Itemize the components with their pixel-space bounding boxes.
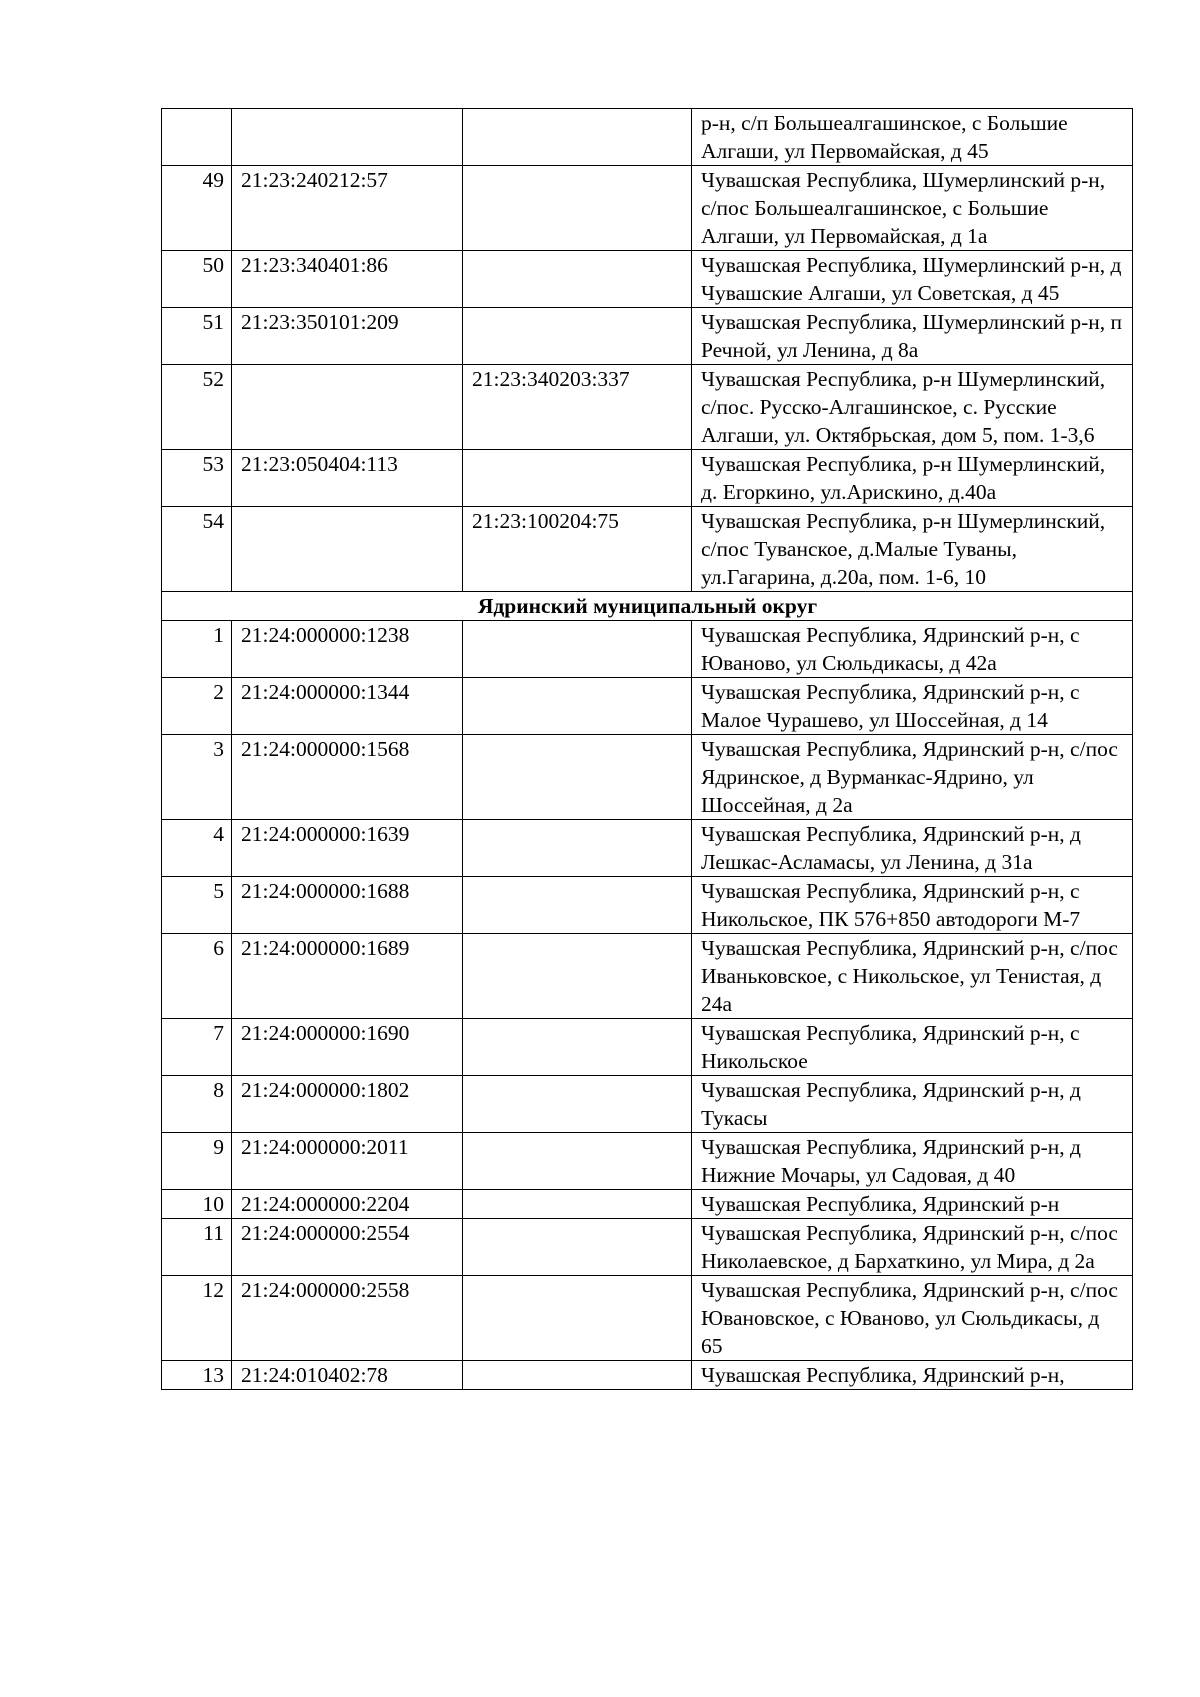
cadastral-number: 21:24:000000:2558 xyxy=(232,1276,463,1361)
table-body-section xyxy=(162,621,1133,1390)
row-number: 11 xyxy=(162,1219,232,1276)
cadastral-number-alt xyxy=(463,1019,692,1076)
cadastral-number: 21:23:350101:209 xyxy=(232,308,463,365)
cadastral-number: 21:24:000000:1238 xyxy=(232,621,463,678)
cadastral-number-alt xyxy=(463,1219,692,1276)
row-number: 10 xyxy=(162,1190,232,1219)
table-row xyxy=(162,1361,1133,1390)
row-number: 13 xyxy=(162,1361,232,1390)
row-number: 1 xyxy=(162,621,232,678)
cadastral-number: 21:24:000000:2011 xyxy=(232,1133,463,1190)
cadastral-number: 21:23:240212:57 xyxy=(232,166,463,251)
row-number: 51 xyxy=(162,308,232,365)
table-row xyxy=(162,1276,1133,1361)
row-number: 50 xyxy=(162,251,232,308)
row-address: Чувашская Республика, р-н Шумерлинский, с/пос. Русско-Алгашинское, с. Русские Алгаши, ул. Октябрьская, дом 5, пом. 1-3,6 xyxy=(692,365,1133,450)
table-row xyxy=(162,1076,1133,1133)
table-row xyxy=(162,1219,1133,1276)
cadastral-number: 21:24:000000:1639 xyxy=(232,820,463,877)
cadastral-number-alt: 21:23:340203:337 xyxy=(463,365,692,450)
cadastral-number-alt xyxy=(463,621,692,678)
table-row xyxy=(162,621,1133,678)
cadastral-number-alt xyxy=(463,934,692,1019)
row-address: Чувашская Республика, Ядринский р-н, д Тукасы xyxy=(692,1076,1133,1133)
row-address: Чувашская Республика, Ядринский р-н, с/пос Ядринское, д Вурманкас-Ядрино, ул Шоссейная, д 2а xyxy=(692,735,1133,820)
cadastral-number: 21:24:000000:1690 xyxy=(232,1019,463,1076)
cadastral-number-alt xyxy=(463,450,692,507)
table-row xyxy=(162,820,1133,877)
cadastral-number-alt xyxy=(463,166,692,251)
row-address: Чувашская Республика, Ядринский р-н, с Никольское xyxy=(692,1019,1133,1076)
cadastral-number-alt xyxy=(463,109,692,166)
row-number: 49 xyxy=(162,166,232,251)
row-number: 12 xyxy=(162,1276,232,1361)
cadastral-number: 21:24:000000:1802 xyxy=(232,1076,463,1133)
row-number: 54 xyxy=(162,507,232,592)
cadastral-number-alt xyxy=(463,1190,692,1219)
row-number: 8 xyxy=(162,1076,232,1133)
cadastral-number-alt xyxy=(463,1076,692,1133)
row-number: 9 xyxy=(162,1133,232,1190)
row-address: Чувашская Республика, Шумерлинский р-н, д Чувашские Алгаши, ул Советская, д 45 xyxy=(692,251,1133,308)
cadastral-number xyxy=(232,507,463,592)
row-address: р-н, с/п Большеалгашинское, с Большие Алгаши, ул Первомайская, д 45 xyxy=(692,109,1133,166)
row-address: Чувашская Республика, Ядринский р-н xyxy=(692,1190,1133,1219)
table-body-top xyxy=(162,109,1133,592)
row-address: Чувашская Республика, Ядринский р-н, с Малое Чурашево, ул Шоссейная, д 14 xyxy=(692,678,1133,735)
row-address: Чувашская Республика, Ядринский р-н, с Никольское, ПК 576+850 автодороги М-7 xyxy=(692,877,1133,934)
section-header-row xyxy=(162,592,1133,621)
row-address: Чувашская Республика, Ядринский р-н, xyxy=(692,1361,1133,1390)
cadastral-number-alt xyxy=(463,877,692,934)
cadastral-number-alt xyxy=(463,735,692,820)
row-address: Чувашская Республика, Шумерлинский р-н, с/пос Большеалгашинское, с Большие Алгаши, ул Первомайская, д 1а xyxy=(692,166,1133,251)
cadastral-number-alt xyxy=(463,1361,692,1390)
table-row xyxy=(162,1019,1133,1076)
table-row xyxy=(162,735,1133,820)
table-row xyxy=(162,678,1133,735)
row-address: Чувашская Республика, Ядринский р-н, с Юваново, ул Сюльдикасы, д 42а xyxy=(692,621,1133,678)
row-number: 7 xyxy=(162,1019,232,1076)
row-address: Чувашская Республика, Ядринский р-н, д Нижние Мочары, ул Садовая, д 40 xyxy=(692,1133,1133,1190)
cadastral-number-alt xyxy=(463,820,692,877)
cadastral-number: 21:24:000000:2554 xyxy=(232,1219,463,1276)
row-number: 3 xyxy=(162,735,232,820)
property-table xyxy=(161,108,1133,1390)
row-address: Чувашская Республика, Ядринский р-н, с/пос Иваньковское, с Никольское, ул Тенистая, д 24а xyxy=(692,934,1133,1019)
table-row xyxy=(162,507,1133,592)
row-address: Чувашская Республика, Ядринский р-н, с/пос Николаевское, д Бархаткино, ул Мира, д 2а xyxy=(692,1219,1133,1276)
cadastral-number xyxy=(232,109,463,166)
table-row xyxy=(162,109,1133,166)
table-row xyxy=(162,166,1133,251)
row-address: Чувашская Республика, Ядринский р-н, с/пос Ювановское, с Юваново, ул Сюльдикасы, д 65 xyxy=(692,1276,1133,1361)
row-number: 6 xyxy=(162,934,232,1019)
table-row xyxy=(162,308,1133,365)
cadastral-number: 21:24:000000:1688 xyxy=(232,877,463,934)
cadastral-number: 21:24:000000:1344 xyxy=(232,678,463,735)
row-number: 2 xyxy=(162,678,232,735)
row-number: 4 xyxy=(162,820,232,877)
row-address: Чувашская Республика, Ядринский р-н, д Лешкас-Асламасы, ул Ленина, д 31а xyxy=(692,820,1133,877)
cadastral-number-alt xyxy=(463,678,692,735)
cadastral-number-alt: 21:23:100204:75 xyxy=(463,507,692,592)
cadastral-number-alt xyxy=(463,1276,692,1361)
row-number: 5 xyxy=(162,877,232,934)
cadastral-number: 21:24:000000:2204 xyxy=(232,1190,463,1219)
table-row xyxy=(162,877,1133,934)
section-title: Ядринский муниципальный округ xyxy=(162,592,1133,621)
row-address: Чувашская Республика, р-н Шумерлинский, д. Егоркино, ул.Арискино, д.40а xyxy=(692,450,1133,507)
table-row xyxy=(162,450,1133,507)
table-row xyxy=(162,1133,1133,1190)
cadastral-number-alt xyxy=(463,251,692,308)
table-row xyxy=(162,934,1133,1019)
table-row xyxy=(162,365,1133,450)
row-number xyxy=(162,109,232,166)
row-address: Чувашская Республика, Шумерлинский р-н, п Речной, ул Ленина, д 8а xyxy=(692,308,1133,365)
cadastral-number: 21:24:000000:1689 xyxy=(232,934,463,1019)
cadastral-number: 21:23:340401:86 xyxy=(232,251,463,308)
table-row xyxy=(162,251,1133,308)
cadastral-number-alt xyxy=(463,308,692,365)
row-address: Чувашская Республика, р-н Шумерлинский, с/пос Туванское, д.Малые Туваны, ул.Гагарина, д.20а, пом. 1-6, 10 xyxy=(692,507,1133,592)
cadastral-number xyxy=(232,365,463,450)
row-number: 52 xyxy=(162,365,232,450)
cadastral-number: 21:24:000000:1568 xyxy=(232,735,463,820)
cadastral-number-alt xyxy=(463,1133,692,1190)
table-row xyxy=(162,1190,1133,1219)
cadastral-number: 21:24:010402:78 xyxy=(232,1361,463,1390)
section-header-body xyxy=(162,592,1133,621)
cadastral-number: 21:23:050404:113 xyxy=(232,450,463,507)
row-number: 53 xyxy=(162,450,232,507)
